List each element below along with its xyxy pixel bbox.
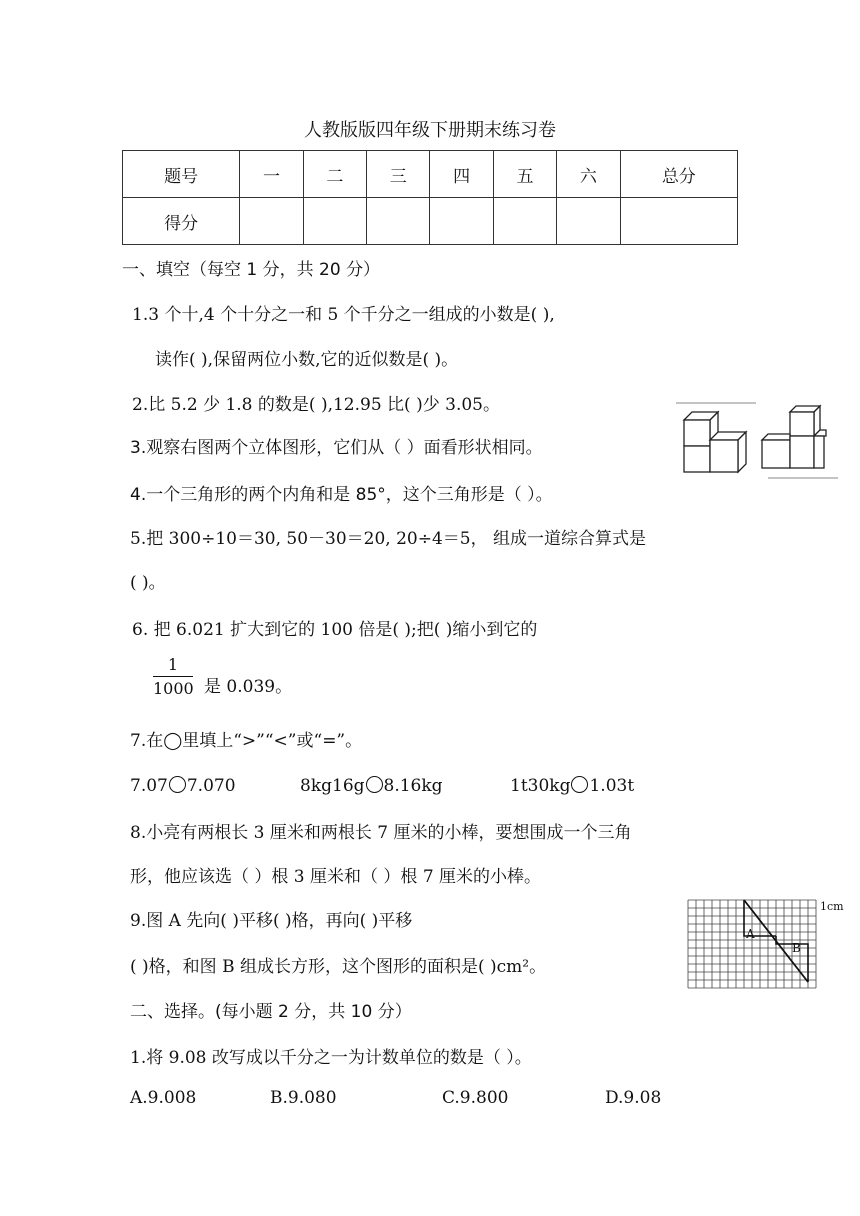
grid-unit-label: 1cm [820,900,844,913]
score-cell[interactable] [557,198,620,245]
q1-line2: 读作( ),保留两位小数,它的近似数是( )。 [155,350,459,370]
q8-line1: 8.小亮有两根长 3 厘米和两根长 7 厘米的小棒，要想围成一个三角 [130,823,632,843]
q7-a-right: 7.070 [186,776,236,796]
score-row-label: 得分 [123,198,240,245]
score-cell[interactable] [240,198,303,245]
fraction-denominator: 1000 [153,679,194,698]
score-cell[interactable] [620,198,737,245]
q5-line2: ( )。 [130,573,166,593]
score-header-cell: 四 [430,151,493,198]
score-header-cell: 三 [367,151,430,198]
q3-text: 3.观察右图两个立体图形，它们从（ ）面看形状相同。 [130,438,543,458]
q5-line1: 5.把 300÷10＝30, 50－30＝20, 20÷4＝5， 组成一道综合算式是 [130,529,647,549]
q9-line1: 9.图 A 先向( )平移( )格，再向( )平移 [130,911,413,931]
s2-q1-text: 1.将 9.08 改写成以千分之一为计数单位的数是（ ）。 [130,1048,532,1068]
grid-figure-image [684,896,854,992]
option-b[interactable]: B.9.080 [270,1088,337,1108]
page-title: 人教版版四年级下册期末练习卷 [304,120,556,141]
cube-figures-image [676,398,840,480]
q1-line1: 1.3 个十,4 个十分之一和 5 个千分之一组成的小数是( ), [132,305,555,325]
section2-heading: 二、选择。(每小题 2 分，共 10 分） [130,1002,412,1022]
option-d[interactable]: D.9.08 [605,1088,662,1108]
q9-line2: ( )格，和图 B 组成长方形，这个图形的面积是( )cm²。 [130,957,547,977]
q7-compare-c [510,776,634,796]
score-header-cell: 总分 [620,151,737,198]
compare-circle-c[interactable] [571,776,588,793]
q7-text: 7.在◯里填上“>”“<”或“=”。 [130,731,363,751]
q4-text: 4.一个三角形的两个内角和是 85°，这个三角形是（ ）。 [130,485,553,505]
cube-figure-right [762,406,826,468]
option-a[interactable]: A.9.008 [130,1088,197,1108]
compare-circle-a[interactable] [169,776,186,793]
q7-a-left: 7.07 [130,776,168,796]
score-header-cell: 二 [303,151,366,198]
grid-label-b: B [792,941,801,955]
q7-b-right: 8.16kg [383,776,443,796]
fraction-numerator: 1 [153,655,193,677]
q7-c-right: 1.03t [589,776,635,796]
score-table [122,150,738,245]
score-cell[interactable] [303,198,366,245]
q7-compare-a [130,776,236,796]
score-header-cell: 五 [493,151,556,198]
option-c[interactable]: C.9.800 [442,1088,509,1108]
q7-compare-b [300,776,443,796]
score-cell[interactable] [430,198,493,245]
q2-text: 2.比 5.2 少 1.8 的数是( ),12.95 比( )少 3.05。 [132,395,500,415]
compare-circle-b[interactable] [366,776,383,793]
score-header-cell: 六 [557,151,620,198]
q8-line2: 形，他应该选（ ）根 3 厘米和（ ）根 7 厘米的小棒。 [130,867,542,887]
cube-figure-left [684,412,746,472]
score-table-score-row [123,198,738,245]
score-cell[interactable] [493,198,556,245]
grid-label-a: A [746,927,755,941]
q6-line2: 是 0.039。 [204,677,293,697]
q6-line1: 6. 把 6.021 扩大到它的 100 倍是( );把( )缩小到它的 [132,620,538,640]
q7-c-left: 1t30kg [510,776,571,796]
q6-fraction [153,655,193,698]
q7-b-left: 8kg16g [300,776,365,796]
score-header-cell: 一 [240,151,303,198]
score-table-header-row [123,151,738,198]
section1-heading: 一、填空（每空 1 分，共 20 分） [122,260,381,280]
score-header-cell: 题号 [123,151,240,198]
score-cell[interactable] [367,198,430,245]
